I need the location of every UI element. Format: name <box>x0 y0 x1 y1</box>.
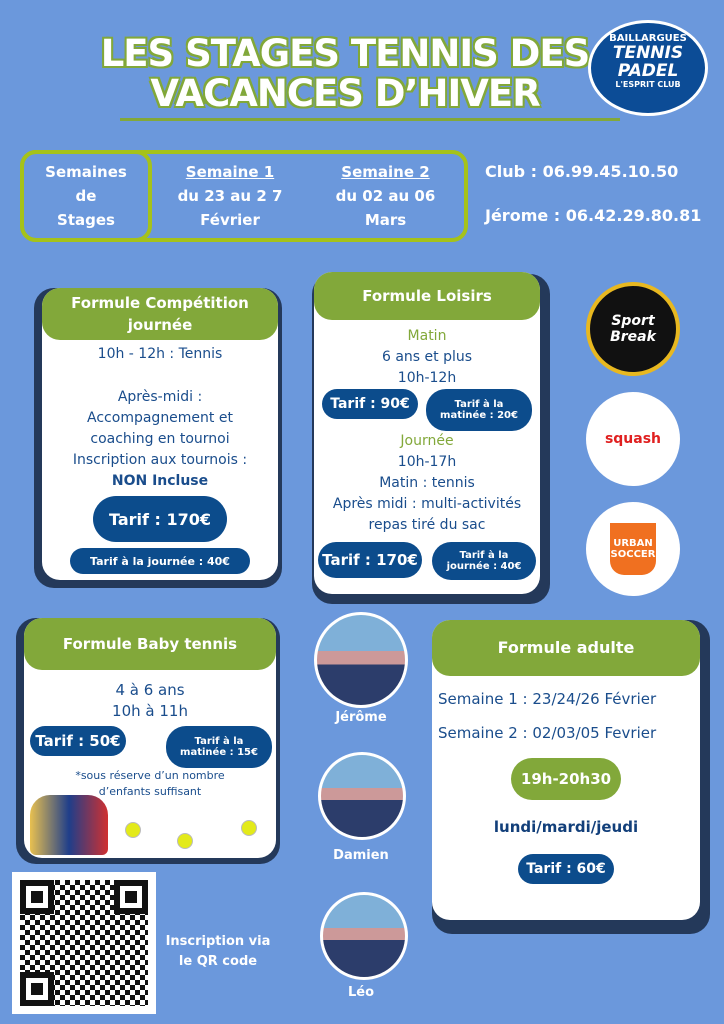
loisirs-title: Formule Loisirs <box>314 272 540 320</box>
weeks-label: Semaines de Stages <box>45 163 127 229</box>
adulte-card: Formule adulte Semaine 1 : 23/24/26 Février Semaine 2 : 02/03/05 Fevrier 19h-20h30 lundi/mardi/jeudi Tarif : 60€ <box>432 620 700 920</box>
loisirs-card: Formule Loisirs Matin 6 ans et plus 10h-12h Tarif : 90€ Tarif à la matinée : 20€ Journée 10h-17h Matin : tennis Après midi : multi-activités repas tiré du sac Tarif : 170€ Tarif à la journée : 40€ <box>314 272 540 594</box>
tennis-ball-icon <box>125 822 141 838</box>
week2: Semaine 2 du 02 au 06 Mars <box>335 163 436 229</box>
paw-patrol-image <box>30 795 108 855</box>
page-title: LES STAGES TENNIS DES VACANCES D’HIVER <box>100 32 590 115</box>
competition-title: Formule Compétition journée <box>42 288 278 340</box>
baby-card: Formule Baby tennis 4 à 6 ans 10h à 11h Tarif : 50€ Tarif à la matinée : 15€ *sous réserve d’un nombre d’enfants suffisant <box>24 618 276 858</box>
sport-break-logo: Sport Break <box>586 282 680 376</box>
coach-photo-damien <box>318 752 406 840</box>
qr-code[interactable] <box>12 872 156 1014</box>
squash-logo: squash <box>586 392 680 486</box>
coach-photo-jerome <box>314 612 408 708</box>
competition-day-price: Tarif à la journée : 40€ <box>70 548 250 574</box>
competition-price: Tarif : 170€ <box>93 496 227 542</box>
qr-label: Inscription via le QR code <box>165 934 271 969</box>
urban-soccer-logo: URBAN SOCCER <box>586 502 680 596</box>
competition-card: Formule Compétition journée 10h - 12h : Tennis Après-midi : Accompagnement et coaching en tournoi Inscription aux tournois : NON Incluse Tarif : 170€ Tarif à la journée : 40€ <box>42 288 278 580</box>
club-logo: BAILLARGUES TENNIS PADEL L'ESPRIT CLUB <box>588 20 708 116</box>
title-underline <box>120 118 620 121</box>
club-phone: Club : 06.99.45.10.50 <box>485 162 679 181</box>
jerome-phone: Jérome : 06.42.29.80.81 <box>485 206 702 225</box>
week1: Semaine 1 du 23 au 2 7 Février <box>177 163 283 229</box>
tennis-ball-icon <box>241 820 257 836</box>
adulte-title: Formule adulte <box>432 620 700 676</box>
baby-title: Formule Baby tennis <box>24 618 276 670</box>
tennis-ball-icon <box>177 833 193 849</box>
coach-photo-leo <box>320 892 408 980</box>
